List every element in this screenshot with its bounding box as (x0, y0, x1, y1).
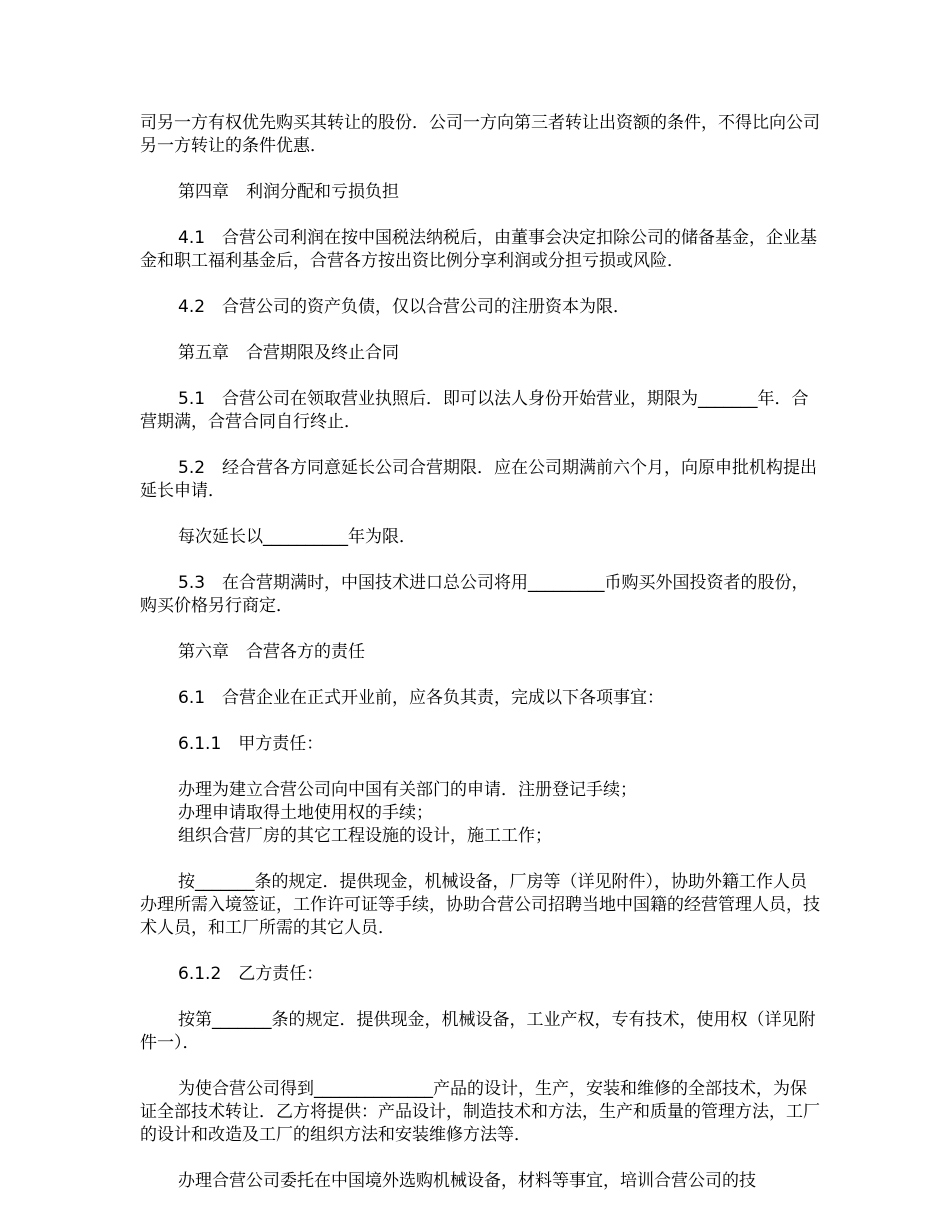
clause-5-3: 5.3 在合营期满时，中国技术进口总公司将用_________币购买外国投资者的股份，购买价格另行商定． (140, 573, 809, 616)
party-a-duty-1: 办理为建立合营公司向中国有关部门的申请．注册登记手续； (178, 780, 637, 800)
document-body (140, 112, 820, 1216)
clause-6-1: 6.1 合营企业在正式开业前，应各负其责，完成以下各项事宜： (178, 688, 665, 708)
clause-5-1: 5.1 合营公司在领取营业执照后．即可以法人身份开始营业，期限为_______年．合营期满，合营合同自行终止． (140, 389, 809, 432)
clause-4-1: 4.1 合营公司利润在按中国税法纳税后，由董事会决定扣除公司的储备基金，企业基金和职工福利基金后，合营各方按出资比例分享利润或分担亏损或风险． (140, 228, 818, 271)
clause-5-2: 5.2 经合营各方同意延长公司合营期限．应在公司期满前六个月，向原申批机构提出延长申请． (140, 458, 818, 501)
party-b-duty-1: 按第_______条的规定．提供现金，机械设备，工业产权，专有技术，使用权（详见附件一）． (140, 1010, 816, 1053)
party-b-duty-3: 办理合营公司委托在中国境外选购机械设备，材料等事宜，培训合营公司的技 (178, 1171, 756, 1191)
chapter-6-heading: 第六章 合营各方的责任 (178, 642, 365, 662)
chapter-4-heading: 第四章 利润分配和亏损负担 (178, 182, 399, 202)
paragraph-transfer-terms: 司另一方有权优先购买其转让的股份．公司一方向第三者转让出资额的条件，不得比向公司另一方转让的条件优惠． (140, 113, 820, 156)
party-b-duty-2: 为使合营公司得到______________产品的设计，生产，安装和维修的全部技术，为保证全部技术转让．乙方将提供：产品设计，制造技术和方法，生产和质量的管理方法，工厂的设计和改造及工厂的组织方法和安装维修方法等． (140, 1079, 820, 1145)
clause-5-2-extension: 每次延长以__________年为限． (178, 527, 416, 547)
chapter-5-heading: 第五章 合营期限及终止合同 (178, 343, 399, 363)
party-a-duty-4: 按_______条的规定．提供现金，机械设备，厂房等（详见附件），协助外籍工作人员办理所需入境签证，工作许可证等手续，协助合营公司招聘当地中国籍的经营管理人员，技术人员，和工厂所需的其它人员． (140, 872, 820, 938)
clause-6-1-2-heading: 6.1.2 乙方责任： (178, 964, 324, 984)
party-a-duty-3: 组织合营厂房的其它工程设施的设计，施工工作； (178, 826, 552, 846)
clause-4-2: 4.2 合营公司的资产负债，仅以合营公司的注册资本为限． (178, 297, 631, 317)
party-a-duty-2: 办理申请取得土地使用权的手续； (178, 803, 433, 823)
clause-6-1-1-heading: 6.1.1 甲方责任： (178, 734, 324, 754)
